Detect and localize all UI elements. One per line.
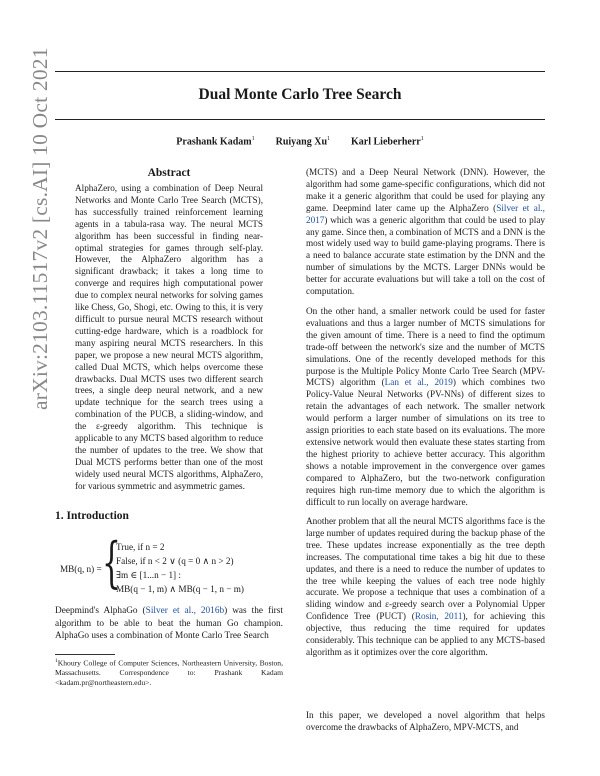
equation-cases — [116, 540, 244, 596]
footnote-rule — [55, 654, 115, 655]
author-name: Prashank Kadam — [176, 136, 252, 148]
footnote: $^1$Khoury College of Computer Sciences, Northeastern University, Boston, Massachusetts. Correspondence to: Prashank Kadam <kadam.pr@northeastern.edu>. — [55, 658, 283, 687]
author-affiliation-mark: 1 — [327, 136, 330, 142]
citation-link[interactable]: Silver et al., 2016b — [145, 606, 225, 616]
abstract-text: AlphaZero, using a combination of Deep Neural Networks and Monte Carlo Tree Search (MCTS), has successfully trained reinforcement learning agents in a tabula-rasa way. The neural MCTS algorithm has been successful in finding near-optimal strategies for games through self-play. However, the AlphaZero algorithm has a significant drawback; it takes a long time to converge and requires high computational power due to complex neural networks for solving games like Chess, Go, Shogi, etc. Owing to this, it is very difficult to pursue neural MCTS research without cutting-edge hardware, which is a roadblock for many aspiring neural MCTS researchers. In this paper, we propose a new neural MCTS algorithm, called Dual MCTS, which helps overcome these drawbacks. Dual MCTS uses two different search trees, a single deep neural network, and a new update technique for the search trees using a combination of the PUCB, a sliding-window, and the ε-greedy algorithm. This technique is applicable to any MCTS based algorithm to reduce the number of updates to the tree. We show that Dual MCTS performs better than one of the most widely used neural MCTS algorithms, AlphaZero, for various symmetric and asymmetric games. — [75, 183, 263, 491]
citation-link[interactable]: Silver et al., 2017 — [306, 202, 545, 225]
intro-paragraph: Deepmind's AlphaGo (Silver et al., 2016b) was the first algorithm to be able to beat the human Go champion. AlphaGo uses a combination of Monte Carlo Tree Search — [55, 606, 283, 641]
equation-brace: { — [102, 531, 121, 594]
equation-lhs: MB(q, n) = — [60, 564, 102, 574]
arxiv-identifier: arXiv:2103.11517v2 [cs.AI] 10 Oct 2021 — [28, 47, 52, 410]
author-name: Ruiyang Xu — [275, 136, 327, 148]
equation-case: ∃m ∈ [1...n − 1] : — [116, 570, 181, 580]
citation-link[interactable]: Lan et al., 2019 — [384, 377, 453, 388]
equation-case: MB(q − 1, m) ∧ MB(q − 1, n − m) — [116, 584, 244, 594]
section-heading-introduction: 1. Introduction — [55, 510, 129, 522]
author-affiliation-mark: 1 — [251, 136, 255, 142]
author-affiliation-mark: 1 — [420, 136, 424, 142]
citation-link[interactable]: Rosin, 2011 — [414, 611, 463, 622]
right-paragraph-1: (MCTS) and a Deep Neural Network (DNN). However, the algorithm had some game-specific configurations, which did not make it a generic algorithm that could be used for playing any game. Deepmind later came up the AlphaZero (Silver et al., 2017) which was a generic algorithm that could be used to play any game. Since then, a combination of MCTS and a DNN is the most widely used way to build game-playing programs. There is a need to balance accurate state estimation by the DNN and the number of simulations by the MCTS. Larger DNNs would be better for accurate evaluations but will take a toll on the cost of computation. — [306, 167, 545, 297]
right-paragraph-2: On the other hand, a smaller network could be used for faster evaluations and thus a larger number of MCTS simulations for the given amount of time. There is a need to find the optimum trade-off between the network's size and the number of MCTS simulations. One of the recently developed methods for this purpose is the Multiple Policy Monte Carlo Tree Search (MPV-MCTS) algorithm (Lan et al., 2019) which combines two Policy-Value Neural Networks (PV-NNs) of different sizes to retain the advantages of each network. The smaller network would perform a larger number of simulations on its tree to assign priorities to each state based on its evaluations. The more extensive network would then evaluate these states starting from the highest priority to achieve better accuracy. This algorithm shows a notable improvement in the convergence over games compared to AlphaZero, but the two-network configuration requires high run-time memory due to which the algorithm is difficult to run locally on average hardware. — [306, 306, 545, 507]
right-paragraph-3: Another problem that all the neural MCTS algorithms face is the large number of updates required during the backup phase of the tree. These updates increase exponentially as the tree depth increases. The computational time takes a big hit due to these updates, and there is a need to reduce the number of updates to the tree while keeping the values of each tree node highly accurate. We propose a technique that uses a combination of a sliding window and ε-greedy search over a Polynomial Upper Confidence Tree (PUCT) (Rosin, 2011), for achieving this objective, thus reducing the time required for updates considerably. This technique can be applied to any MCTS-based algorithm as it optimizes over the core algorithm. — [306, 516, 545, 657]
paper-title: Dual Monte Carlo Tree Search — [198, 86, 402, 103]
equation-case: False, if n < 2 ∨ (q = 0 ∧ n > 2) — [116, 556, 234, 566]
abstract-heading: Abstract — [147, 167, 191, 179]
author-name: Karl Lieberherr — [351, 136, 421, 148]
author-list — [55, 136, 545, 147]
title-rule-top — [55, 71, 545, 72]
equation-case: True, if n = 2 — [116, 542, 165, 552]
right-paragraph-4: In this paper, we developed a novel algorithm that helps overcome the drawbacks of AlphaZero, MPV-MCTS, and — [306, 710, 545, 732]
title-rule-bottom — [55, 119, 545, 120]
